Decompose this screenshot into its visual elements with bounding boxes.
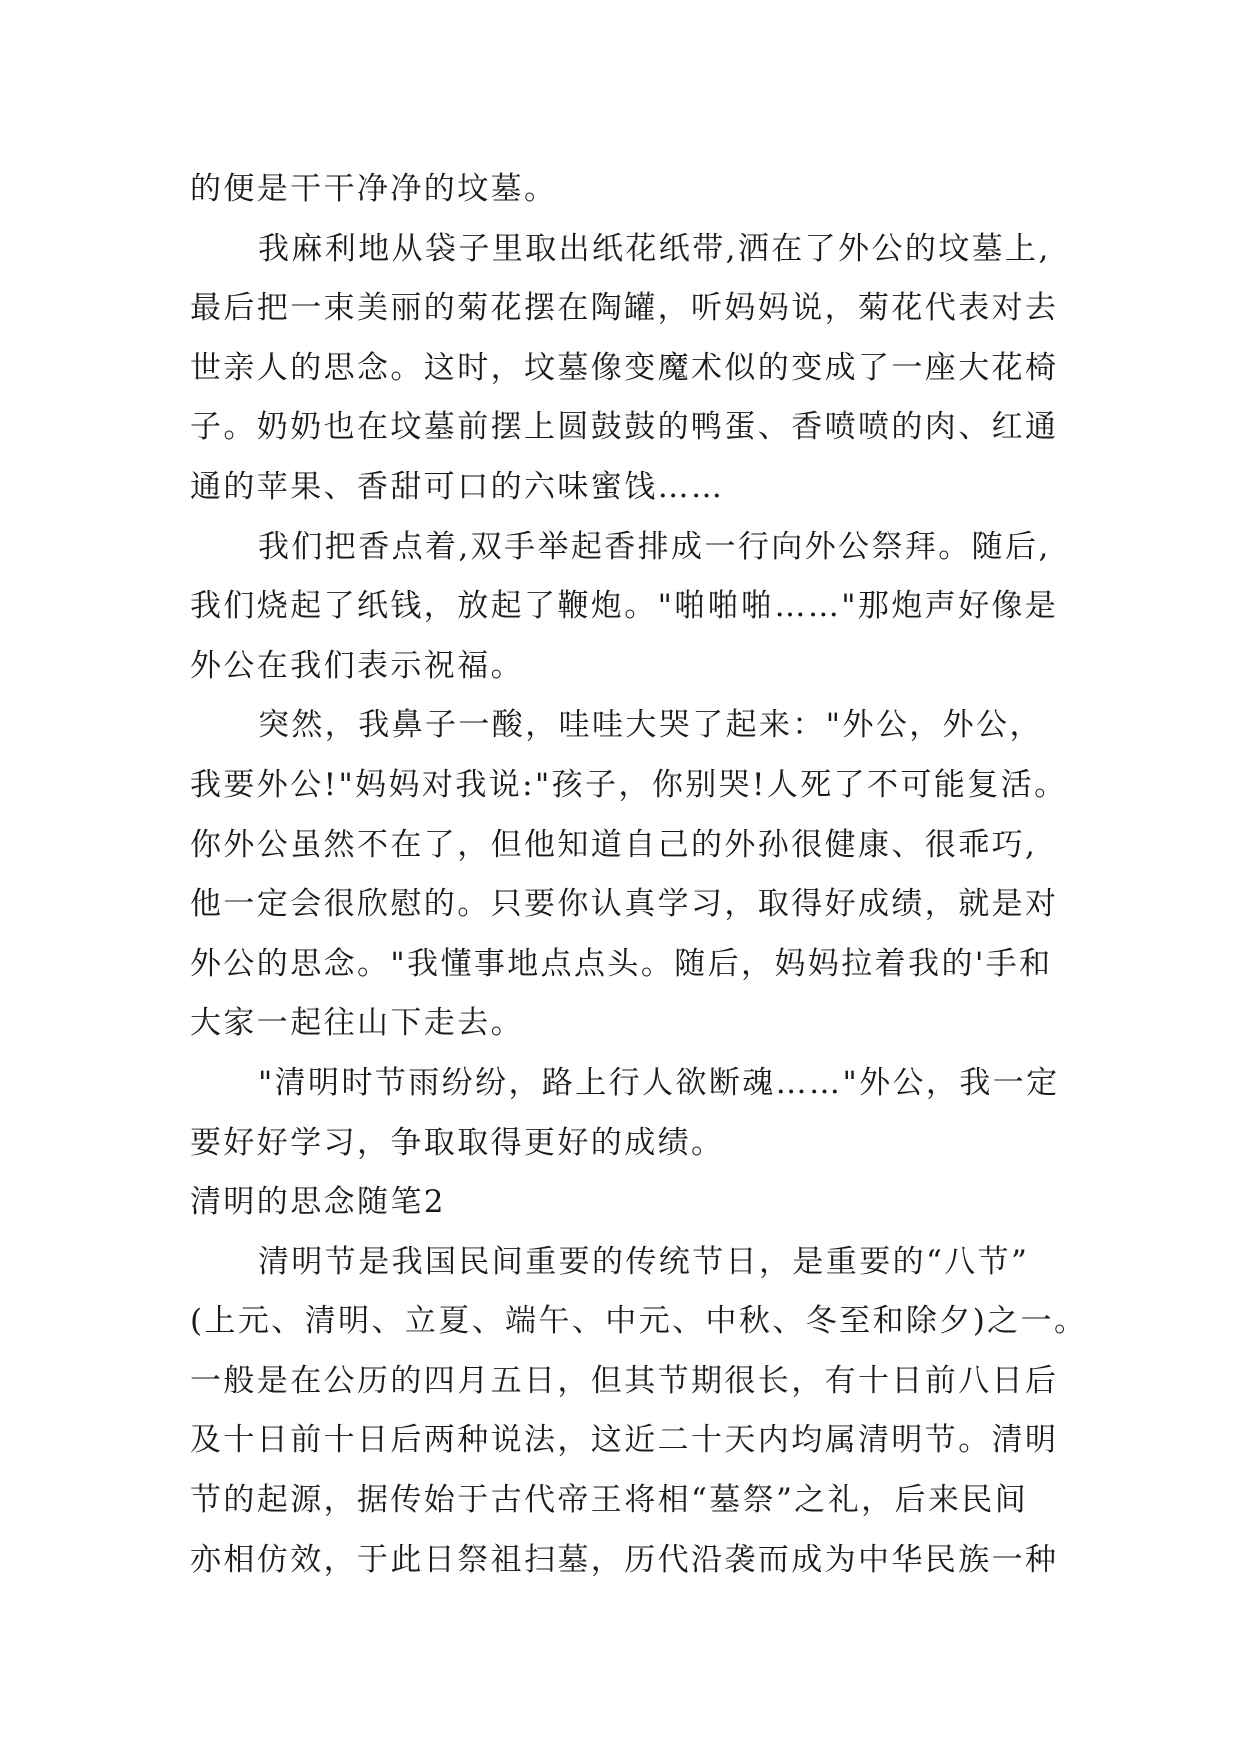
text-line: 亦相仿效，于此日祭祖扫墓，历代沿袭而成为中华民族一种 bbox=[190, 1541, 1059, 1578]
text-line: 大家一起往山下走去。 bbox=[190, 1005, 524, 1042]
text-line: 外公的思念。"我懂事地点点头。随后，妈妈拉着我的'手和 bbox=[190, 945, 1053, 982]
text-line: 及十日前十日后两种说法，这近二十天内均属清明节。清明 bbox=[190, 1422, 1059, 1459]
text-line: 我麻利地从袋子里取出纸花纸带,洒在了外公的坟墓上, bbox=[258, 230, 1051, 267]
text-line: 突然，我鼻子一酸，哇哇大哭了起来："外公，外公， bbox=[258, 707, 1043, 744]
text-line: 节的起源，据传始于古代帝王将相“墓祭”之礼，后来民间 bbox=[190, 1482, 1029, 1519]
text-line: 我们把香点着,双手举起香排成一行向外公祭拜。随后, bbox=[258, 528, 1051, 565]
text-line: 清明节是我国民间重要的传统节日，是重要的“八节” bbox=[258, 1243, 1030, 1280]
text-line: (上元、清明、立夏、端午、中元、中秋、冬至和除夕)之一。 bbox=[190, 1303, 1088, 1340]
text-line: 的便是干干净净的坟墓。 bbox=[190, 171, 558, 207]
text-line: 外公在我们表示祝福。 bbox=[190, 647, 524, 684]
text-line: 你外公虽然不在了，但他知道自己的外孙很健康、很乖巧, bbox=[190, 826, 1038, 863]
text-line: 子。奶奶也在坟墓前摆上圆鼓鼓的鸭蛋、香喷喷的肉、红通 bbox=[190, 409, 1059, 446]
text-line: 要好好学习，争取取得更好的成绩。 bbox=[190, 1124, 725, 1161]
text-line: 通的苹果、香甜可口的六味蜜饯…… bbox=[190, 468, 725, 505]
text-line: "清明时节雨纷纷，路上行人欲断魂……"外公，我一定 bbox=[258, 1064, 1060, 1101]
text-line: 一般是在公历的四月五日，但其节期很长，有十日前八日后 bbox=[190, 1362, 1059, 1399]
section-heading: 清明的思念随笔2 bbox=[190, 1184, 446, 1221]
text-line: 他一定会很欣慰的。只要你认真学习，取得好成绩，就是对 bbox=[190, 886, 1059, 923]
text-line: 我要外公!"妈妈对我说:"孩子，你别哭!人死了不可能复活。 bbox=[190, 766, 1068, 803]
text-line: 世亲人的思念。这时，坟墓像变魔术似的变成了一座大花椅 bbox=[190, 349, 1059, 386]
text-line: 最后把一束美丽的菊花摆在陶罐，听妈妈说，菊花代表对去 bbox=[190, 290, 1059, 327]
document-body bbox=[190, 160, 1090, 1590]
text-line: 我们烧起了纸钱，放起了鞭炮。"啪啪啪……"那炮声好像是 bbox=[190, 588, 1059, 625]
